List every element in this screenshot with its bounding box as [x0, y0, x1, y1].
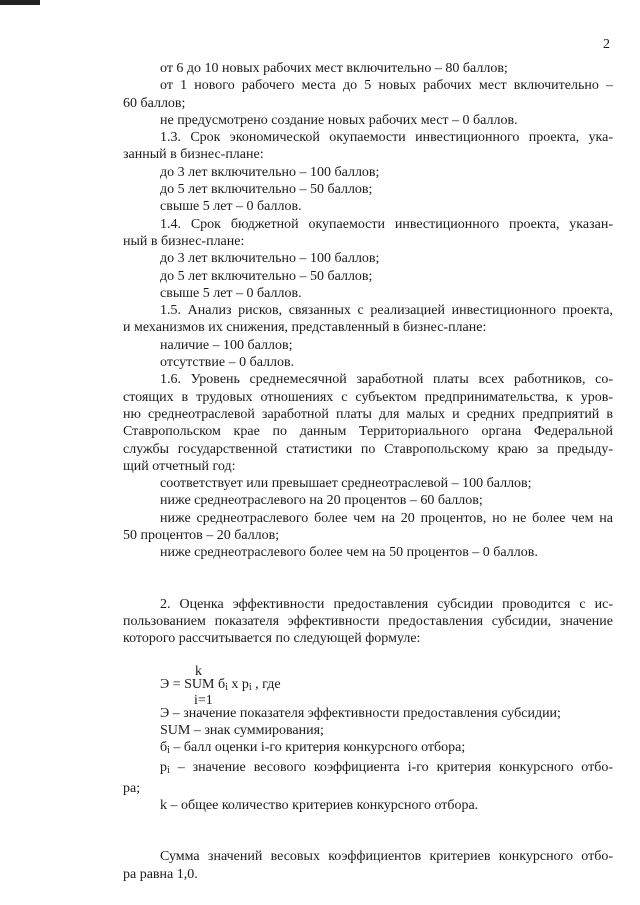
formula-lhs: Э = SUM б: [160, 676, 226, 692]
formula-lower-limit: i=1: [194, 692, 213, 708]
formula-sub: i: [225, 681, 228, 693]
def-b-sub: i: [167, 745, 170, 757]
s16-item: соответствует или превышает среднеотраслевой – 100 баллов;: [160, 476, 532, 492]
s16-line: стоящих в трудовых отношениях с субъектом предпринимательства, к уров-: [123, 389, 613, 405]
def-k: k – общее количество критериев конкурсного отбора.: [160, 797, 479, 813]
s14-l2: ный в бизнес-плане:: [123, 233, 245, 249]
def-b-text: – балл оценки i-го критерия конкурсного отбора;: [169, 740, 466, 756]
line-a3: не предусмотрено создание новых рабочих мест – 0 баллов.: [160, 112, 518, 128]
formula-mid: x p: [227, 676, 249, 692]
line-a2: 60 баллов;: [123, 95, 186, 111]
s14-l1: 1.4. Срок бюджетной окупаемости инвестиционного проекта, указан-: [160, 216, 613, 232]
s16-line: щий отчетный год:: [123, 458, 236, 474]
formula-sub: i: [248, 681, 252, 693]
def-p: [123, 759, 613, 779]
s2-line: пользованием показателя эффективности предоставления субсидии, значение: [123, 613, 613, 629]
def-b-symbol: б: [160, 740, 168, 756]
s13-l2: занный в бизнес-плане:: [123, 147, 264, 163]
s14-item: свыше 5 лет – 0 баллов.: [160, 285, 302, 301]
def-e: Э – значение показателя эффективности предоставления субсидии;: [160, 705, 561, 721]
s16-item: ниже среднеотраслевого более чем на 20 процентов, но не более чем на: [160, 510, 613, 526]
s2-line: которого рассчитывается по следующей формуле:: [123, 631, 421, 647]
s13-item: свыше 5 лет – 0 баллов.: [160, 199, 302, 215]
s16-line: ню среднеотраслевой заработной платы для малых и средних предприятий в: [123, 406, 613, 422]
s16-item: 50 процентов – 20 баллов;: [123, 528, 280, 544]
line-a1: от 1 нового рабочего места до 5 новых рабочих мест включительно –: [160, 78, 613, 94]
s16-line: службы государственной статистики по Ставропольскому краю за предыду-: [123, 441, 613, 457]
s13-item: до 5 лет включительно – 50 баллов;: [160, 182, 373, 198]
s13-l1: 1.3. Срок экономической окупаемости инвестиционного проекта, ука-: [160, 130, 613, 146]
def-sum: SUM – знак суммирования;: [160, 722, 324, 738]
s16-item: ниже среднеотраслевого на 20 процентов – 60 баллов;: [160, 493, 483, 509]
final-l2: ра равна 1,0.: [123, 866, 198, 882]
s15-item: отсутствие – 0 баллов.: [160, 355, 295, 371]
def-p-text: – значение весового коэффициента i-го критерия конкурсного отбо-: [169, 760, 613, 776]
formula: [160, 663, 613, 708]
s16-line: Ставропольском крае по данным Территориального органа Федеральной: [123, 424, 613, 440]
s15-item: наличие – 100 баллов;: [160, 337, 293, 353]
s15-l2: и механизмов их снижения, представленный в бизнес-плане:: [123, 320, 487, 336]
s16-item: ниже среднеотраслевого более чем на 50 процентов – 0 баллов.: [160, 545, 538, 561]
document-body: [123, 60, 613, 883]
def-b: [123, 739, 613, 759]
def-p-symbol: p: [160, 760, 167, 776]
final-l1: Сумма значений весовых коэффициентов критериев конкурсного отбо-: [160, 849, 613, 865]
s2-line: 2. Оценка эффективности предоставления субсидии проводится с ис-: [160, 596, 613, 612]
s16-line: 1.6. Уровень среднемесячной заработной платы всех работников, со-: [160, 372, 613, 388]
s15-l1: 1.5. Анализ рисков, связанных с реализацией инвестиционного проекта,: [160, 303, 613, 319]
page-number: 2: [603, 37, 610, 52]
scan-corner-mark: [0, 0, 40, 5]
s14-item: до 5 лет включительно – 50 баллов;: [160, 268, 373, 284]
formula-upper-limit: k: [195, 663, 202, 679]
def-p-cont: ра;: [123, 780, 141, 796]
s13-item: до 3 лет включительно – 100 баллов;: [160, 164, 380, 180]
line-a0: от 6 до 10 новых рабочих мест включительно – 80 баллов;: [160, 61, 508, 76]
def-p-sub: i: [167, 765, 170, 777]
formula-expression: [160, 676, 281, 696]
s14-item: до 3 лет включительно – 100 баллов;: [160, 251, 380, 267]
formula-tail: , где: [251, 676, 281, 692]
